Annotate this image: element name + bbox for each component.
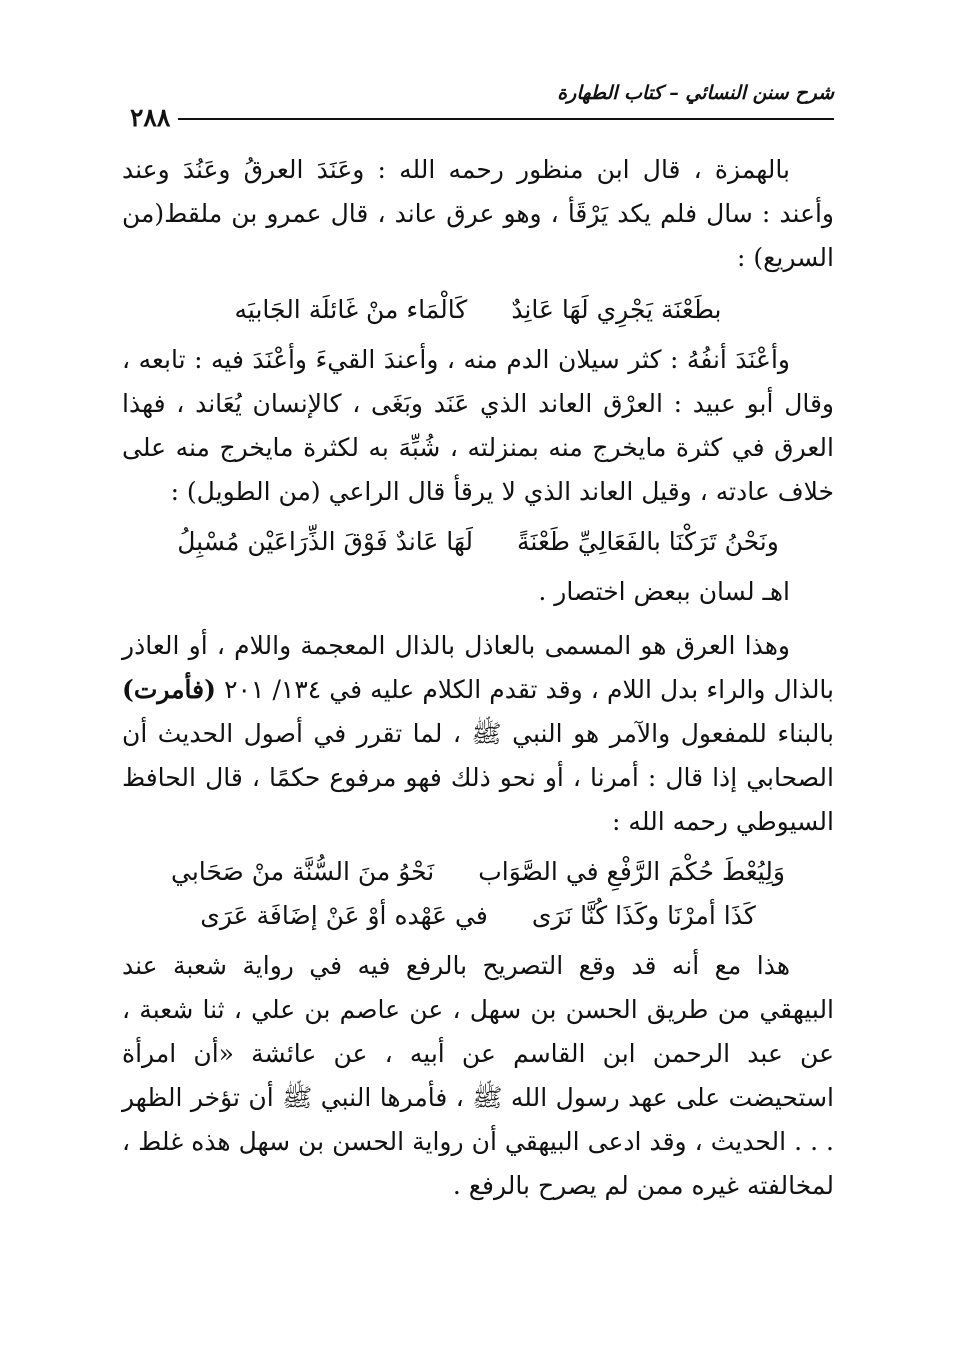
text-line: سال فلم يكد يَرْقَأ ، وهو عرق عاند ، قال عمرو بن ملقط(من السريع) : (122, 199, 834, 272)
header-rule (166, 118, 834, 120)
page-number: ٢٨٨ (122, 104, 178, 132)
paragraph-2 (122, 338, 834, 514)
text-line: بالهمزة ، قال ابن منظور رحمه الله : وعَنَدَ العرقُ وعَنُدَ وعند وأعند : (122, 155, 834, 228)
main-text (122, 148, 834, 1208)
text-line: طريق الحسن بن سهل ، عن عاصم بن علي ، ثنا شعبة ، عن عبد الرحمن (122, 995, 834, 1068)
text-line: الصحابي إذا قال : أمرنا ، أو نحو ذلك فهو مرفوع حكمًا ، قال الحافظ (122, 763, 834, 792)
paragraph-1 (122, 148, 834, 280)
text-line: هذا مع أنه قد وقع التصريح بالرفع فيه في رواية شعبة عند البيهقي من (122, 951, 835, 1024)
verse-hemistich-right: ونَحْنُ تَرَكْنَا بالفَعَالِيِّ طَعْنَةً (517, 527, 779, 556)
verse-line-4 (122, 894, 834, 938)
text-line: ابن القاسم عن أبيه ، عن عائشة «أن امرأة استحيضت على عهد رسول (122, 1039, 834, 1112)
verse-hemistich-right: بطَعْنَة يَجْرِي لَهَا عَانِدٌ (511, 295, 722, 324)
bold-term: (فأمرت) (122, 675, 216, 704)
text-line: بالرفع . (452, 1171, 530, 1200)
verse-hemistich-left: نَحْوُ منَ السُّنَّة منْ صَحَابي (171, 857, 435, 886)
text-line: البيهقي أن رواية الحسن بن سهل هذه غلط ، لمخالفته غيره ممن لم يصرح (122, 1127, 834, 1200)
text-line: وأعْنَدَ أنفُهُ : كثر سيلان الدم منه ، وأعندَ القيءَ وأعْنَدَ فيه : تابعه ، وقال (122, 345, 834, 418)
verse-line-2 (122, 520, 834, 564)
paragraph-4 (122, 944, 834, 1208)
text-line: أبو عبيد : العرْق العاند الذي عَنَد وبَغَى ، كالإنسان يُعَاند ، فهذا العرق (122, 389, 834, 462)
verse-hemistich-left: لَهَا عَاندٌ فَوْقَ الذِّرَاعَيْن مُسْبِلُ (177, 527, 474, 556)
running-title: شرح سنن النسائي – كتاب الطهارة (557, 82, 834, 104)
poem-block (122, 850, 834, 938)
paragraph-3 (122, 624, 834, 844)
text-line: بالذال والراء بدل اللام ، وقد تقدم الكلام عليه في ١٣٤/ ٢٠١ (224, 675, 835, 704)
text-line: في كثرة مايخرج منه بمنزلته ، شُبِّهَ به لكثرة مايخرج منه على خلاف (122, 433, 834, 506)
verse-line-3 (122, 850, 834, 894)
verse-hemistich-right: وَلِيُعْطَ حُكْمَ الرَّفْعِ في الصَّوَاب (478, 857, 785, 886)
source-note: اهـ لسان ببعض اختصار . (538, 577, 790, 606)
verse-hemistich-right: كَذَا أمرْنَا وكَذَا كُنَّا نَرَى (531, 901, 756, 930)
text-line: السيوطي رحمه الله : (612, 807, 834, 836)
text-line: بالبناء للمفعول والآمر هو النبي ﷺ ، لما تقرر في أصول الحديث أن (122, 719, 834, 748)
verse-line-1 (122, 288, 834, 332)
text-line: عادته ، وقيل العاند الذي لا يرقأ قال الراعي (من الطويل) : (170, 477, 770, 506)
verse-hemistich-left: كَالْمَاء منْ غَائلَة الجَابيَه (234, 295, 468, 324)
page-header (122, 82, 834, 132)
verse-hemistich-left: في عَهْده أوْ عَنْ إضَافَة عَرَى (200, 901, 488, 930)
text-line: وهذا العرق هو المسمى بالعاذل بالذال المعجمة واللام ، أو العاذر (122, 631, 790, 660)
text-line: الله ﷺ ، فأمرها النبي ﷺ أن تؤخر الظهر . . . الحديث ، وقد ادعى (122, 1083, 834, 1156)
